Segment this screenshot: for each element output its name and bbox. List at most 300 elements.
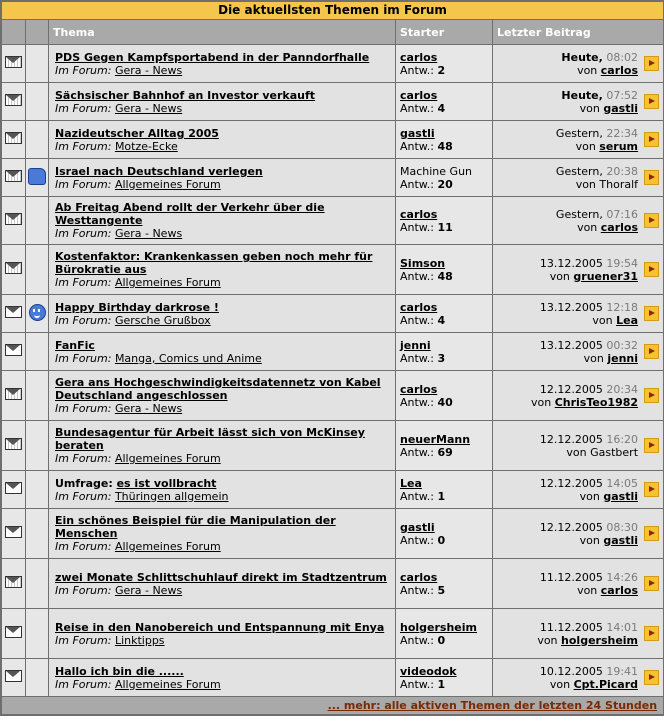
topic-forum	[55, 490, 389, 503]
last-post-cell	[493, 559, 663, 608]
starter-link[interactable]: gastli	[400, 520, 435, 534]
table-row	[2, 295, 663, 332]
envelope-icon	[5, 213, 22, 225]
reply-count-value: 4	[437, 101, 446, 115]
envelope-icon	[5, 344, 22, 356]
last-user-name: Gastbert	[590, 445, 639, 459]
topic-title-link[interactable]: FanFic	[55, 338, 95, 352]
reply-count-value: 5	[437, 583, 446, 597]
starter-cell	[396, 421, 492, 470]
reply-count-value: 0	[437, 533, 446, 547]
topic-emo-cell	[26, 197, 48, 244]
goto-last-post-arrow-icon[interactable]	[644, 213, 659, 228]
goto-last-post-arrow-icon[interactable]	[644, 306, 659, 321]
last-user-link[interactable]: ChrisTeo1982	[554, 395, 639, 409]
topic-forum	[55, 584, 389, 597]
reply-count-value: 40	[437, 395, 453, 409]
topic-title-link[interactable]: Hallo ich bin die ......	[55, 664, 184, 678]
last-date: Gestern,	[555, 207, 603, 221]
last-post-cell	[493, 121, 663, 158]
last-user-link[interactable]: gastli	[603, 101, 639, 115]
table-row	[2, 421, 663, 470]
forum-link[interactable]: Manga, Comics und Anime	[114, 351, 262, 365]
reply-count	[400, 396, 488, 409]
topic-status-cell	[2, 559, 25, 608]
forum-link[interactable]: Linktipps	[114, 633, 165, 647]
topic-forum	[55, 634, 389, 647]
forum-link[interactable]: Allgemeines Forum	[114, 540, 221, 553]
last-user-link[interactable]: carlos	[600, 220, 639, 234]
envelope-icon	[5, 262, 22, 274]
goto-last-post-arrow-icon[interactable]	[644, 170, 659, 185]
envelope-icon	[5, 576, 22, 588]
reply-count-value: 0	[437, 633, 446, 647]
topic-title-link[interactable]: Bundesagentur für Arbeit lässt sich von McKinsey beraten	[55, 426, 365, 452]
last-time: 20:34	[606, 382, 639, 396]
table-row	[2, 333, 663, 370]
von-label: von	[537, 633, 558, 647]
topic-emo-cell	[26, 245, 48, 294]
forum-link[interactable]: Thüringen allgemein	[114, 489, 229, 503]
topic-forum	[55, 227, 389, 240]
im-forum-label: Im Forum:	[55, 402, 112, 415]
envelope-icon	[5, 132, 22, 144]
reply-count	[400, 534, 488, 547]
last-user-link[interactable]: serum	[599, 139, 639, 153]
von-label: von	[579, 101, 600, 115]
von-label: von	[549, 269, 570, 283]
antw-label: Antw.:	[400, 633, 434, 647]
reply-count	[400, 352, 488, 365]
von-label: von	[579, 489, 600, 503]
reply-count-value: 1	[437, 489, 446, 503]
starter-name: Machine Gun	[400, 164, 473, 178]
reply-count-value: 11	[437, 220, 453, 234]
envelope-icon	[5, 94, 22, 106]
im-forum-label: Im Forum:	[55, 633, 112, 647]
table-row	[2, 659, 663, 696]
last-post-cell	[493, 333, 663, 370]
starter-cell	[396, 609, 492, 658]
last-time: 19:54	[606, 256, 639, 270]
goto-last-post-arrow-icon[interactable]	[644, 482, 659, 497]
last-user-name: Thoralf	[599, 177, 639, 191]
reply-count-value: 2	[437, 63, 446, 77]
last-user-link[interactable]: holgersheim	[561, 633, 639, 647]
last-time: 08:02	[606, 50, 639, 64]
topics-table	[1, 1, 664, 715]
im-forum-label: Im Forum:	[55, 489, 112, 503]
topic-emo-cell	[26, 83, 48, 120]
forum-link[interactable]: Gera - News	[114, 583, 183, 597]
topic-forum	[55, 276, 389, 289]
table-row	[2, 371, 663, 420]
last-time: 14:05	[606, 476, 639, 490]
forum-link[interactable]: Gersche Grußbox	[114, 313, 211, 327]
topic-emo-cell	[26, 471, 48, 508]
last-time: 14:26	[606, 570, 639, 584]
reply-count	[400, 678, 488, 691]
last-date: 12.12.2005	[539, 476, 603, 490]
topic-cell	[49, 197, 395, 244]
table-row	[2, 559, 663, 608]
forum-link[interactable]: Allgemeines Forum	[114, 177, 221, 191]
topic-forum	[55, 314, 389, 327]
im-forum-label: Im Forum:	[55, 452, 112, 465]
starter-cell	[396, 295, 492, 332]
topic-cell	[49, 471, 395, 508]
topic-cell	[49, 333, 395, 370]
goto-last-post-arrow-icon[interactable]	[644, 94, 659, 109]
last-time: 00:32	[606, 338, 639, 352]
header-thema: Thema	[49, 20, 395, 44]
more-topics-link[interactable]: ... mehr: alle aktiven Themen der letzten 24 Stunden	[327, 699, 658, 712]
topic-emo-cell	[26, 421, 48, 470]
topic-cell	[49, 295, 395, 332]
topic-forum	[55, 102, 389, 115]
topic-emo-cell	[26, 333, 48, 370]
topic-forum	[55, 352, 389, 365]
antw-label: Antw.:	[400, 139, 434, 153]
im-forum-label: Im Forum:	[55, 540, 112, 553]
topic-title-link[interactable]: es ist vollbracht	[116, 476, 217, 490]
table-row	[2, 509, 663, 558]
reply-count	[400, 178, 488, 191]
last-post-cell	[493, 295, 663, 332]
last-date: 13.12.2005	[539, 300, 603, 314]
starter-cell	[396, 559, 492, 608]
last-time: 14:01	[606, 620, 639, 634]
table-row	[2, 83, 663, 120]
poll-prefix: Umfrage:	[55, 476, 117, 490]
last-post-cell	[493, 83, 663, 120]
last-date: 13.12.2005	[539, 338, 603, 352]
goto-last-post-arrow-icon[interactable]	[644, 132, 659, 147]
envelope-icon	[5, 388, 22, 400]
last-time: 07:52	[606, 88, 639, 102]
forum-link[interactable]: Motze-Ecke	[114, 139, 178, 153]
starter-cell	[396, 197, 492, 244]
topic-status-cell	[2, 159, 25, 196]
starter-cell	[396, 471, 492, 508]
topic-forum	[55, 540, 389, 553]
thumbs-up-icon	[28, 168, 46, 185]
im-forum-label: Im Forum:	[55, 351, 112, 365]
topic-cell	[49, 121, 395, 158]
starter-link[interactable]: jenni	[400, 338, 431, 352]
last-post-cell	[493, 45, 663, 82]
reply-count	[400, 584, 488, 597]
goto-last-post-arrow-icon[interactable]	[644, 388, 659, 403]
topic-emo-cell	[26, 559, 48, 608]
forum-link[interactable]: Gera - News	[114, 63, 183, 77]
starter-cell	[396, 371, 492, 420]
table-row	[2, 197, 663, 244]
starter-link[interactable]: gastli	[400, 126, 435, 140]
last-date: 12.12.2005	[539, 432, 603, 446]
topic-status-cell	[2, 609, 25, 658]
topic-status-cell	[2, 421, 25, 470]
reply-count	[400, 634, 488, 647]
antw-label: Antw.:	[400, 677, 434, 691]
envelope-icon	[5, 56, 22, 68]
last-post-cell	[493, 197, 663, 244]
starter-link[interactable]: carlos	[400, 382, 438, 396]
last-date: 12.12.2005	[539, 382, 603, 396]
last-user-link[interactable]: gruener31	[573, 269, 639, 283]
im-forum-label: Im Forum:	[55, 677, 112, 691]
header-letzter: Letzter Beitrag	[493, 20, 663, 44]
im-forum-label: Im Forum:	[55, 63, 112, 77]
last-user-link[interactable]: carlos	[600, 63, 639, 77]
last-date: Heute,	[561, 50, 603, 64]
topic-rows	[2, 45, 663, 696]
topic-emo-cell	[26, 609, 48, 658]
last-time: 19:41	[606, 664, 639, 678]
reply-count	[400, 64, 488, 77]
forum-link[interactable]: Allgemeines Forum	[114, 677, 221, 691]
antw-label: Antw.:	[400, 489, 434, 503]
topic-emo-cell	[26, 45, 48, 82]
starter-cell	[396, 45, 492, 82]
im-forum-label: Im Forum:	[55, 313, 112, 327]
last-post-cell	[493, 245, 663, 294]
von-label: von	[575, 177, 596, 191]
last-post-cell	[493, 659, 663, 696]
starter-link[interactable]: Lea	[400, 476, 422, 490]
von-label: von	[575, 139, 596, 153]
forum-link[interactable]: Allgemeines Forum	[114, 452, 221, 465]
topic-status-cell	[2, 371, 25, 420]
last-user-link[interactable]: carlos	[600, 583, 639, 597]
last-user-link[interactable]: Cpt.Picard	[573, 677, 639, 691]
topic-status-cell	[2, 245, 25, 294]
topic-title-link[interactable]: Happy Birthday darkrose !	[55, 300, 219, 314]
reply-count-value: 48	[437, 269, 453, 283]
topic-title-link[interactable]: Kostenfaktor: Krankenkassen geben noch mehr für Bürokratie aus	[55, 250, 373, 276]
von-label: von	[592, 313, 613, 327]
topic-title-link[interactable]: PDS Gegen Kampfsportabend in der Panndorfhalle	[55, 50, 370, 64]
topic-title-link[interactable]: Sächsischer Bahnhof an Investor verkauft	[55, 88, 316, 102]
table-row	[2, 471, 663, 508]
table-row	[2, 121, 663, 158]
topic-cell	[49, 509, 395, 558]
von-label: von	[577, 220, 598, 234]
starter-link[interactable]: Simson	[400, 256, 446, 270]
topic-forum	[55, 64, 389, 77]
von-label: von	[577, 583, 598, 597]
starter-cell	[396, 509, 492, 558]
last-user-link[interactable]: gastli	[603, 533, 639, 547]
last-user-link[interactable]: jenni	[607, 351, 639, 365]
last-post-cell	[493, 159, 663, 196]
starter-link[interactable]: holgersheim	[400, 620, 477, 634]
last-time: 07:16	[606, 207, 639, 221]
last-time: 08:30	[606, 520, 639, 534]
topic-emo-cell	[26, 371, 48, 420]
reply-count	[400, 314, 488, 327]
last-time: 12:18	[606, 300, 639, 314]
starter-cell	[396, 121, 492, 158]
im-forum-label: Im Forum:	[55, 583, 112, 597]
header-icon	[2, 20, 25, 44]
reply-count-value: 4	[437, 313, 446, 327]
antw-label: Antw.:	[400, 101, 434, 115]
reply-count	[400, 490, 488, 503]
table-row	[2, 245, 663, 294]
antw-label: Antw.:	[400, 445, 434, 459]
envelope-icon	[5, 306, 22, 318]
topic-cell	[49, 45, 395, 82]
goto-last-post-arrow-icon[interactable]	[644, 262, 659, 277]
envelope-icon	[5, 438, 22, 450]
topic-title-link[interactable]: zwei Monate Schlittschuhlauf direkt im Stadtzentrum	[55, 570, 387, 584]
starter-cell	[396, 333, 492, 370]
table-row	[2, 45, 663, 82]
antw-label: Antw.:	[400, 269, 434, 283]
topic-cell	[49, 659, 395, 696]
header-emo	[26, 20, 48, 44]
topic-status-cell	[2, 471, 25, 508]
forum-link[interactable]: Gera - News	[114, 402, 183, 415]
forum-link[interactable]: Allgemeines Forum	[114, 276, 221, 289]
topic-status-cell	[2, 121, 25, 158]
topic-cell	[49, 609, 395, 658]
reply-count-value: 3	[437, 351, 446, 365]
antw-label: Antw.:	[400, 220, 434, 234]
reply-count	[400, 270, 488, 283]
antw-label: Antw.:	[400, 395, 434, 409]
topic-emo-cell	[26, 159, 48, 196]
topic-cell	[49, 83, 395, 120]
table-footer	[2, 697, 663, 714]
topic-cell	[49, 421, 395, 470]
topic-emo-cell	[26, 121, 48, 158]
starter-cell	[396, 159, 492, 196]
von-label: von	[530, 395, 552, 409]
topic-title-link[interactable]: Nazideutscher Alltag 2005	[55, 126, 219, 140]
last-post-cell	[493, 509, 663, 558]
last-date: 10.12.2005	[539, 664, 603, 678]
goto-last-post-arrow-icon[interactable]	[644, 56, 659, 71]
header-starter: Starter	[396, 20, 492, 44]
reply-count	[400, 221, 488, 234]
topic-status-cell	[2, 197, 25, 244]
starter-cell	[396, 659, 492, 696]
von-label: von	[579, 533, 600, 547]
starter-link[interactable]: carlos	[400, 50, 438, 64]
reply-count-value: 48	[437, 139, 453, 153]
topic-cell	[49, 559, 395, 608]
von-label: von	[566, 445, 587, 459]
starter-link[interactable]: carlos	[400, 207, 438, 221]
last-date: Gestern,	[555, 126, 603, 140]
table-caption: Die aktuellsten Themen im Forum	[2, 2, 663, 19]
reply-count-value: 20	[437, 177, 453, 191]
topic-cell	[49, 245, 395, 294]
goto-last-post-arrow-icon[interactable]	[644, 626, 659, 641]
last-user-link[interactable]: Lea	[616, 313, 639, 327]
last-user-link[interactable]: gastli	[603, 489, 639, 503]
topic-status-cell	[2, 333, 25, 370]
topic-status-cell	[2, 295, 25, 332]
von-label: von	[583, 351, 604, 365]
antw-label: Antw.:	[400, 63, 434, 77]
im-forum-label: Im Forum:	[55, 227, 112, 240]
reply-count	[400, 102, 488, 115]
topic-status-cell	[2, 509, 25, 558]
im-forum-label: Im Forum:	[55, 276, 112, 289]
table-row	[2, 159, 663, 196]
topic-forum	[55, 678, 389, 691]
goto-last-post-arrow-icon[interactable]	[644, 438, 659, 453]
last-post-cell	[493, 609, 663, 658]
topic-forum	[55, 178, 389, 191]
reply-count	[400, 446, 488, 459]
goto-last-post-arrow-icon[interactable]	[644, 670, 659, 685]
goto-last-post-arrow-icon[interactable]	[644, 526, 659, 541]
starter-link[interactable]: videodok	[400, 664, 457, 678]
last-date: 13.12.2005	[539, 256, 603, 270]
last-date: 12.12.2005	[539, 520, 603, 534]
reply-count-value: 69	[437, 445, 453, 459]
im-forum-label: Im Forum:	[55, 177, 112, 191]
goto-last-post-arrow-icon[interactable]	[644, 576, 659, 591]
starter-link[interactable]: neuerMann	[400, 432, 471, 446]
topic-title-link[interactable]: Reise in den Nanobereich und Entspannung mit Enya	[55, 620, 385, 634]
topic-title-link[interactable]: Ein schönes Beispiel für die Manipulation der Menschen	[55, 514, 336, 540]
last-date: Gestern,	[555, 164, 603, 178]
starter-link[interactable]: carlos	[400, 300, 438, 314]
im-forum-label: Im Forum:	[55, 101, 112, 115]
last-date: 11.12.2005	[539, 620, 603, 634]
topic-forum	[55, 402, 389, 415]
reply-count-value: 1	[437, 677, 446, 691]
reply-count	[400, 140, 488, 153]
topic-title[interactable]	[55, 477, 389, 490]
topic-cell	[49, 371, 395, 420]
envelope-icon	[5, 626, 22, 638]
starter-link[interactable]: carlos	[400, 88, 438, 102]
last-time: 22:34	[606, 126, 639, 140]
topic-title-link[interactable]: Gera ans Hochgeschwindigkeitsdatennetz von Kabel Deutschland angeschlossen	[55, 376, 381, 402]
forum-link[interactable]: Gera - News	[114, 227, 183, 240]
antw-label: Antw.:	[400, 351, 434, 365]
topic-cell	[49, 159, 395, 196]
last-time: 16:20	[606, 432, 639, 446]
topic-status-cell	[2, 83, 25, 120]
starter-cell	[396, 245, 492, 294]
von-label: von	[549, 677, 571, 691]
forum-link[interactable]: Gera - News	[114, 101, 183, 115]
starter-link[interactable]: carlos	[400, 570, 438, 584]
smiley-icon	[29, 304, 46, 321]
antw-label: Antw.:	[400, 583, 434, 597]
topic-emo-cell	[26, 509, 48, 558]
topic-forum	[55, 140, 389, 153]
last-time: 20:38	[606, 164, 639, 178]
last-date: Heute,	[561, 88, 603, 102]
topic-forum	[55, 452, 389, 465]
table-row	[2, 609, 663, 658]
topic-title-link[interactable]: Israel nach Deutschland verlegen	[55, 164, 263, 178]
topic-emo-cell	[26, 659, 48, 696]
topic-emo-cell	[26, 295, 48, 332]
goto-last-post-arrow-icon[interactable]	[644, 344, 659, 359]
last-post-cell	[493, 371, 663, 420]
topic-title-link[interactable]: Ab Freitag Abend rollt der Verkehr über die Westtangente	[55, 201, 325, 227]
antw-label: Antw.:	[400, 533, 434, 547]
